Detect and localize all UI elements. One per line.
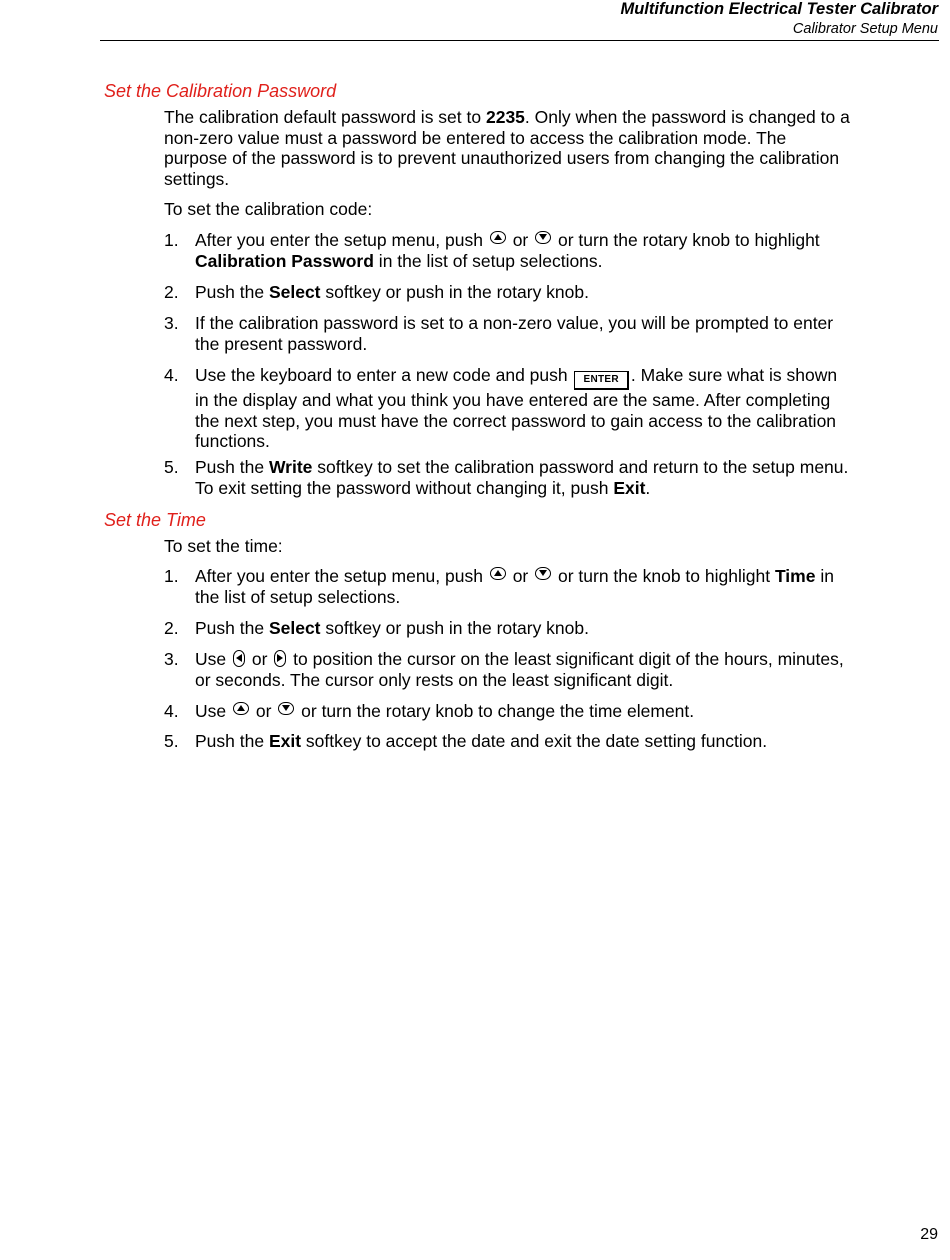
down-arrow-key-icon: [278, 702, 294, 715]
steps-lead: To set the time:: [164, 536, 283, 556]
header-divider: [100, 40, 939, 41]
steps-lead: To set the calibration code:: [164, 199, 373, 219]
chapter-title: Calibrator Setup Menu: [792, 21, 938, 37]
up-arrow-key-icon: [233, 702, 249, 715]
down-arrow-key-icon: [535, 567, 551, 580]
up-arrow-key-icon: [490, 567, 506, 580]
up-arrow-key-icon: [490, 231, 506, 244]
intro-paragraph: The calibration default password is set to 2235. Only when the password is changed to a non-zero value must a password be entered to access the calibration mode. The purpose of the password is to prevent unauthorized users from changing the calibration settings.: [164, 107, 850, 190]
section-title-calibration-password: Set the Calibration Password: [104, 81, 337, 101]
enter-key-icon: ENTER: [574, 371, 628, 390]
right-arrow-key-icon: [274, 650, 286, 667]
section-title-time: Set the Time: [104, 510, 206, 530]
document-title: Multifunction Electrical Tester Calibrator: [620, 0, 938, 18]
default-password: 2235: [485, 107, 525, 127]
left-arrow-key-icon: [233, 650, 245, 667]
page-header: [100, 0, 938, 39]
down-arrow-key-icon: [535, 231, 551, 244]
page-number: 29: [920, 1226, 938, 1243]
